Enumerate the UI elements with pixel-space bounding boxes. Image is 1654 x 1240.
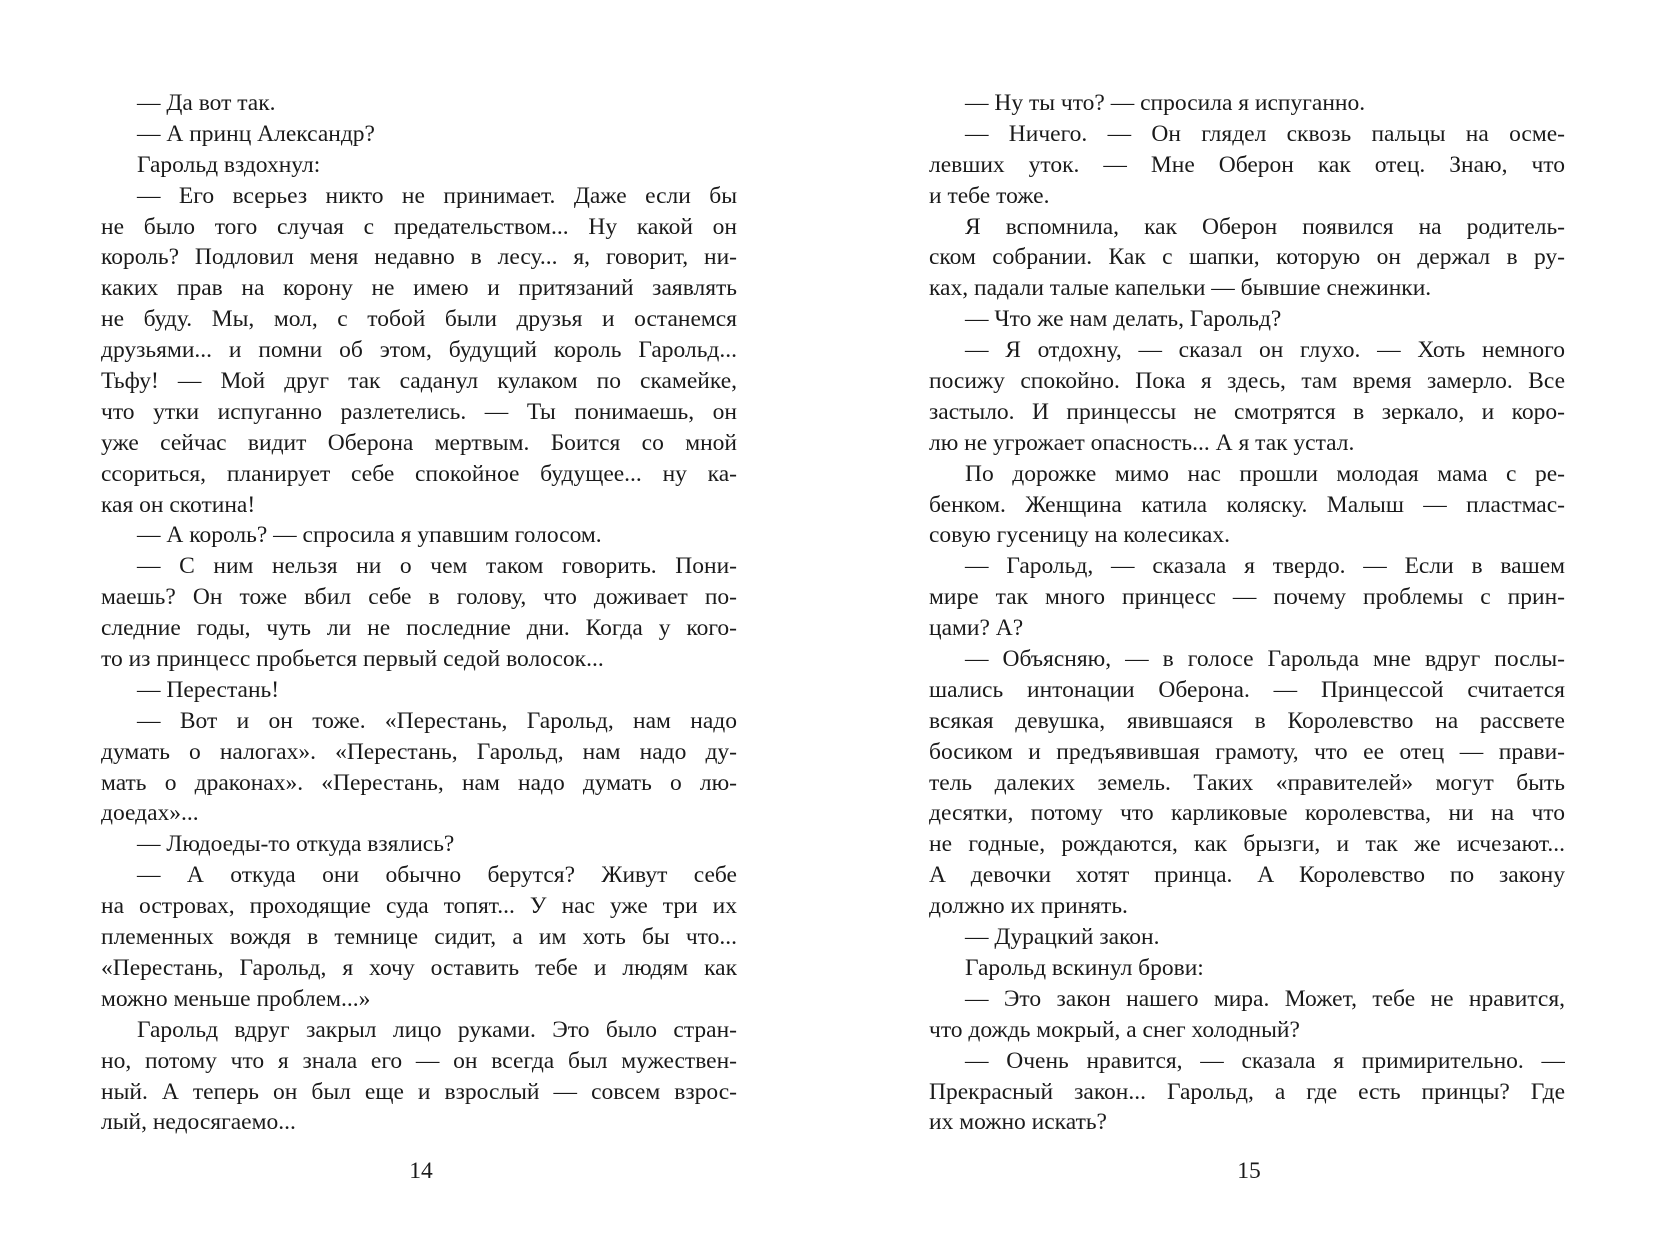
text-line: — Вот и он тоже. «Перестань, Гарольд, нам надо [137, 707, 737, 734]
text-line: должно их принять. [929, 893, 1128, 920]
left-page-text [101, 88, 737, 1138]
text-line: мире так много принцесс — почему проблемы с прин- [929, 584, 1565, 611]
text-line: лю не угрожает опасность... А я так устал. [929, 429, 1355, 456]
text-line: король? Подловил меня недавно в лесу... я, говорит, ни- [101, 244, 737, 271]
text-line: — Дурацкий закон. [965, 924, 1160, 951]
text-line: — Да вот так. [137, 90, 276, 116]
text-line: что дождь мокрый, а снег холодный? [929, 1016, 1300, 1043]
text-line: всякая девушка, явившаяся в Королевство на рассвете [929, 707, 1565, 734]
text-line: — А король? — спросила я упавшим голосом. [137, 522, 602, 549]
text-line: не годные, рождаются, как брызги, и так же исчезают... [929, 831, 1565, 858]
text-line: ском собрании. Как с шапки, которую он держал в ру- [929, 244, 1565, 271]
text-line: цами? А? [929, 615, 1024, 642]
text-line: ссориться, планирует себе спокойное будущее... ну ка- [101, 460, 737, 487]
text-line: каких прав на корону не имею и притязаний заявлять [101, 275, 737, 302]
text-line: Гарольд вдруг закрыл лицо руками. Это было стран- [137, 1016, 737, 1043]
text-line: бенком. Женщина катила коляску. Малыш — пластмас- [929, 491, 1565, 518]
text-line: доедах»... [101, 800, 199, 827]
text-line: ный. А теперь он был еще и взрослый — совсем взрос- [101, 1078, 737, 1105]
text-line: посижу спокойно. Пока я здесь, там время замерло. Все [929, 368, 1565, 395]
text-line: друзьями... и помни об этом, будущий король Гарольд... [101, 337, 737, 364]
text-line: левших уток. — Мне Оберон как отец. Знаю, что [929, 151, 1565, 178]
text-line: Я вспомнила, как Оберон появился на родитель- [965, 213, 1565, 240]
text-line: можно меньше проблем...» [101, 985, 371, 1012]
text-line: шались интонации Оберона. — Принцессой считается [929, 676, 1565, 703]
text-line: По дорожке мимо нас прошли молодая мама с ре- [965, 460, 1565, 487]
text-line: уже сейчас видит Оберона мертвым. Боится со мной [101, 429, 737, 456]
text-line: — С ним нельзя ни о чем таком говорить. Пони- [137, 553, 737, 580]
text-line: не было того случая с предательством... Ну какой он [101, 213, 737, 240]
text-line: — А откуда они обычно берутся? Живут себе [137, 862, 737, 889]
text-line: думать о налогах». «Перестань, Гарольд, нам надо ду- [101, 738, 737, 765]
text-line: — Ничего. — Он глядел сквозь пальцы на осме- [965, 120, 1565, 147]
text-line: — А принц Александр? [137, 120, 375, 147]
text-line: А девочки хотят принца. А Королевство по закону [929, 862, 1565, 889]
text-line: то из принцесс пробьется первый седой волосок... [101, 646, 604, 673]
text-line: Прекрасный закон... Гарольд, а где есть принцы? Где [929, 1078, 1565, 1105]
text-line: — Что же нам делать, Гарольд? [965, 306, 1282, 333]
text-line: — Это закон нашего мира. Может, тебе не нравится, [965, 985, 1565, 1012]
text-line: следние годы, чуть ли не последние дни. Когда у кого- [101, 615, 737, 642]
text-line: мать о драконах». «Перестань, нам надо думать о лю- [101, 769, 737, 796]
text-line: — Перестань! [137, 676, 280, 703]
text-line: не буду. Мы, мол, с тобой были друзья и останемся [101, 306, 737, 333]
text-line: тель далеких земель. Таких «правителей» могут быть [929, 769, 1565, 796]
right-page-text [929, 88, 1565, 1138]
text-line: Тьфу! — Мой друг так саданул кулаком по скамейке, [101, 368, 737, 395]
text-line: маешь? Он тоже вбил себе в голову, что доживает по- [101, 584, 737, 611]
text-line: на островах, проходящие суда топят... У нас уже три их [101, 893, 737, 920]
text-line: лый, недосягаемо... [101, 1109, 296, 1136]
text-line: ках, падали талые капельки — бывшие снежинки. [929, 275, 1432, 302]
text-line: Гарольд вскинул брови: [965, 954, 1204, 981]
page-number-right: 15 [1237, 1158, 1261, 1184]
text-line: босиком и предъявившая грамоту, что ее отец — прави- [929, 738, 1565, 765]
text-line: — Ну ты что? — спросила я испуганно. [965, 90, 1366, 116]
page-number-left: 14 [409, 1158, 433, 1184]
text-line: Гарольд вздохнул: [137, 151, 321, 178]
text-line: — Людоеды-то откуда взялись? [137, 831, 455, 858]
text-line: — Очень нравится, — сказала я примирительно. — [965, 1047, 1565, 1074]
text-line: кая он скотина! [101, 491, 256, 518]
text-line: — Гарольд, — сказала я твердо. — Если в вашем [965, 553, 1565, 580]
text-line: — Объясняю, — в голосе Гарольда мне вдруг послы- [965, 646, 1565, 673]
text-line: десятки, потому что карликовые королевства, ни на что [929, 800, 1565, 827]
text-line: что утки испуганно разлетелись. — Ты понимаешь, он [101, 398, 737, 425]
text-line: совую гусеницу на колесиках. [929, 522, 1230, 549]
text-line: племенных вождя в темнице сидит, а им хоть бы что... [101, 924, 737, 951]
text-line: — Я отдохну, — сказал он глухо. — Хоть немного [965, 337, 1565, 364]
text-line: «Перестань, Гарольд, я хочу оставить тебе и людям как [101, 954, 737, 981]
text-line: застыло. И принцессы не смотрятся в зеркало, и коро- [929, 398, 1565, 425]
text-line: — Его всерьез никто не принимает. Даже если бы [137, 182, 737, 209]
text-line: их можно искать? [929, 1109, 1107, 1136]
text-line: но, потому что я знала его — он всегда был мужествен- [101, 1047, 737, 1074]
text-line: и тебе тоже. [929, 182, 1050, 209]
